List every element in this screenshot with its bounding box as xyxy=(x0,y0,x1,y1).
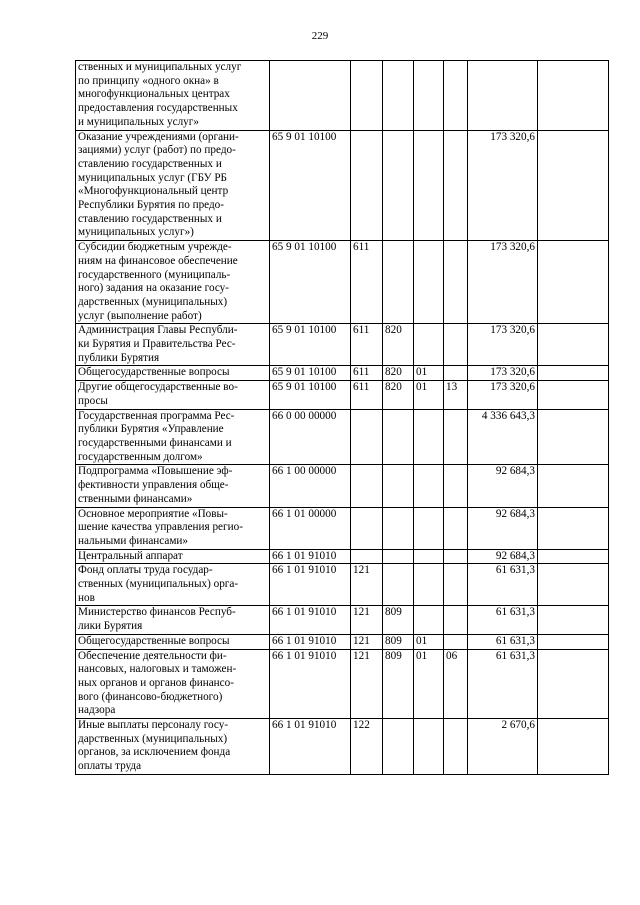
amount-cell: 92 684,3 xyxy=(468,549,538,564)
section-cell: 01 xyxy=(414,649,444,719)
section-cell xyxy=(414,507,444,549)
section-cell xyxy=(414,606,444,634)
target-article-cell: 65 9 01 10100 xyxy=(270,381,351,409)
target-article-cell: 65 9 01 10100 xyxy=(270,130,351,241)
item-name-line: публики Бурятия xyxy=(78,351,160,364)
item-name-line: просы xyxy=(78,394,108,407)
item-name-cell xyxy=(76,465,270,507)
item-name-line: Администрация Главы Республи- xyxy=(78,324,238,337)
item-name-cell xyxy=(76,130,270,241)
item-name-line: многофункциональных центрах xyxy=(78,88,230,101)
item-name-line: ственных и муниципальных услуг xyxy=(78,61,242,73)
item-name-line: государственным долгом» xyxy=(78,450,203,463)
extra-amount-cell xyxy=(538,507,609,549)
item-name-line: зациями) услуг (работ) по предо- xyxy=(78,144,236,157)
item-name-cell xyxy=(76,564,270,606)
item-name-line: Республики Бурятия по предо- xyxy=(78,199,225,212)
section-cell xyxy=(414,719,444,775)
subsection-cell xyxy=(444,564,468,606)
table-row xyxy=(76,381,609,409)
ministry-code-cell: 809 xyxy=(383,649,414,719)
section-cell xyxy=(414,549,444,564)
amount-cell: 92 684,3 xyxy=(468,465,538,507)
item-name-line: публики Бурятия «Управление xyxy=(78,423,224,436)
expense-type-cell xyxy=(351,465,383,507)
table-row xyxy=(76,719,609,775)
target-article-cell: 65 9 01 10100 xyxy=(270,241,351,324)
subsection-cell xyxy=(444,366,468,381)
subsection-cell: 06 xyxy=(444,649,468,719)
budget-table xyxy=(75,60,609,775)
item-name-line: ставлению государственных и xyxy=(78,212,222,225)
item-name-line: надзора xyxy=(78,704,116,717)
table-row xyxy=(76,649,609,719)
amount-cell: 173 320,6 xyxy=(468,324,538,366)
table-row xyxy=(76,465,609,507)
amount-cell: 4 336 643,3 xyxy=(468,409,538,465)
item-name-line: дарственных (муниципальных) xyxy=(78,295,228,308)
amount-cell: 61 631,3 xyxy=(468,634,538,649)
subsection-cell xyxy=(444,324,468,366)
item-name-cell xyxy=(76,719,270,775)
section-cell xyxy=(414,61,444,131)
item-name-cell xyxy=(76,507,270,549)
table-row xyxy=(76,366,609,381)
ministry-code-cell: 809 xyxy=(383,606,414,634)
subsection-cell: 13 xyxy=(444,381,468,409)
item-name-line: Министерство финансов Респуб- xyxy=(78,606,236,619)
subsection-cell xyxy=(444,606,468,634)
extra-amount-cell xyxy=(538,634,609,649)
target-article-cell: 66 0 00 00000 xyxy=(270,409,351,465)
expense-type-cell: 611 xyxy=(351,241,383,324)
subsection-cell xyxy=(444,634,468,649)
amount-cell: 61 631,3 xyxy=(468,606,538,634)
subsection-cell xyxy=(444,465,468,507)
item-name-line: ного) задания на оказание госу- xyxy=(78,282,229,295)
amount-cell: 173 320,6 xyxy=(468,381,538,409)
subsection-cell xyxy=(444,61,468,131)
table-row xyxy=(76,130,609,241)
item-name-line: Подпрограмма «Повышение эф- xyxy=(78,465,233,478)
subsection-cell xyxy=(444,507,468,549)
section-cell xyxy=(414,241,444,324)
extra-amount-cell xyxy=(538,549,609,564)
item-name-cell xyxy=(76,649,270,719)
item-name-line: государственными финансами и xyxy=(78,436,232,449)
ministry-code-cell xyxy=(383,409,414,465)
item-name-line: нов xyxy=(78,591,95,604)
item-name-line: оплаты труда xyxy=(78,760,142,773)
amount-cell: 61 631,3 xyxy=(468,564,538,606)
ministry-code-cell: 820 xyxy=(383,366,414,381)
page-number: 229 xyxy=(311,30,329,42)
item-name-line: Оказание учреждениями (органи- xyxy=(78,130,239,143)
expense-type-cell xyxy=(351,130,383,241)
ministry-code-cell: 820 xyxy=(383,381,414,409)
extra-amount-cell xyxy=(538,465,609,507)
expense-type-cell: 122 xyxy=(351,719,383,775)
subsection-cell xyxy=(444,409,468,465)
target-article-cell xyxy=(270,61,351,131)
target-article-cell: 66 1 01 91010 xyxy=(270,549,351,564)
item-name-line: Другие общегосударственные во- xyxy=(78,381,238,394)
target-article-cell: 66 1 01 91010 xyxy=(270,719,351,775)
table-row xyxy=(76,241,609,324)
expense-type-cell: 121 xyxy=(351,606,383,634)
item-name-line: Государственная программа Рес- xyxy=(78,409,235,422)
item-name-cell xyxy=(76,324,270,366)
extra-amount-cell xyxy=(538,366,609,381)
extra-amount-cell xyxy=(538,130,609,241)
expense-type-cell: 611 xyxy=(351,324,383,366)
target-article-cell: 65 9 01 10100 xyxy=(270,366,351,381)
item-name-cell xyxy=(76,549,270,564)
target-article-cell: 66 1 00 00000 xyxy=(270,465,351,507)
item-name-line: Общегосударственные вопросы xyxy=(78,634,230,647)
item-name-cell xyxy=(76,366,270,381)
ministry-code-cell xyxy=(383,61,414,131)
amount-cell: 2 670,6 xyxy=(468,719,538,775)
item-name-line: дарственных (муниципальных) xyxy=(78,732,228,745)
ministry-code-cell xyxy=(383,564,414,606)
section-cell: 01 xyxy=(414,634,444,649)
item-name-cell xyxy=(76,241,270,324)
item-name-line: Субсидии бюджетным учрежде- xyxy=(78,241,232,254)
item-name-line: по принципу «одного окна» в xyxy=(78,74,219,87)
expense-type-cell: 611 xyxy=(351,366,383,381)
extra-amount-cell xyxy=(538,61,609,131)
amount-cell: 61 631,3 xyxy=(468,649,538,719)
table-row xyxy=(76,507,609,549)
item-name-cell xyxy=(76,409,270,465)
table-row xyxy=(76,61,609,131)
item-name-line: ки Бурятия и Правительства Рес- xyxy=(78,338,236,351)
table-row xyxy=(76,409,609,465)
extra-amount-cell xyxy=(538,409,609,465)
item-name-line: муниципальных услуг (ГБУ РБ xyxy=(78,171,227,184)
section-cell: 01 xyxy=(414,381,444,409)
subsection-cell xyxy=(444,549,468,564)
item-name-line: ниям на финансовое обеспечение xyxy=(78,254,238,267)
section-cell xyxy=(414,130,444,241)
amount-cell: 92 684,3 xyxy=(468,507,538,549)
item-name-line: государственного (муниципаль- xyxy=(78,268,231,281)
amount-cell: 173 320,6 xyxy=(468,130,538,241)
target-article-cell: 66 1 01 91010 xyxy=(270,564,351,606)
table-row xyxy=(76,606,609,634)
item-name-cell xyxy=(76,634,270,649)
item-name-line: ных органов и органов финансо- xyxy=(78,676,234,689)
item-name-line: шение качества управления регио- xyxy=(78,521,243,534)
table-row xyxy=(76,324,609,366)
item-name-line: ственных (муниципальных) орга- xyxy=(78,578,239,591)
extra-amount-cell xyxy=(538,649,609,719)
expense-type-cell xyxy=(351,61,383,131)
item-name-line: нальными финансами» xyxy=(78,534,189,547)
extra-amount-cell xyxy=(538,381,609,409)
extra-amount-cell xyxy=(538,606,609,634)
item-name-line: Иные выплаты персоналу госу- xyxy=(78,719,229,732)
expense-type-cell: 121 xyxy=(351,649,383,719)
table-row xyxy=(76,564,609,606)
ministry-code-cell xyxy=(383,507,414,549)
expense-type-cell xyxy=(351,507,383,549)
extra-amount-cell xyxy=(538,564,609,606)
expense-type-cell xyxy=(351,409,383,465)
item-name-line: лики Бурятия xyxy=(78,620,143,633)
item-name-line: и муниципальных услуг» xyxy=(78,115,199,128)
amount-cell xyxy=(468,61,538,131)
expense-type-cell: 121 xyxy=(351,564,383,606)
ministry-code-cell xyxy=(383,719,414,775)
target-article-cell: 66 1 01 00000 xyxy=(270,507,351,549)
item-name-line: Фонд оплаты труда государ- xyxy=(78,564,213,577)
table-row xyxy=(76,634,609,649)
subsection-cell xyxy=(444,130,468,241)
target-article-cell: 66 1 01 91010 xyxy=(270,649,351,719)
subsection-cell xyxy=(444,241,468,324)
section-cell xyxy=(414,564,444,606)
item-name-cell xyxy=(76,61,270,131)
amount-cell: 173 320,6 xyxy=(468,366,538,381)
target-article-cell: 65 9 01 10100 xyxy=(270,324,351,366)
extra-amount-cell xyxy=(538,241,609,324)
ministry-code-cell xyxy=(383,465,414,507)
item-name-line: ставлению государственных и xyxy=(78,157,222,170)
item-name-line: Общегосударственные вопросы xyxy=(78,366,230,379)
item-name-line: Центральный аппарат xyxy=(78,549,183,562)
item-name-line: нансовых, налоговых и таможен- xyxy=(78,663,237,676)
ministry-code-cell: 820 xyxy=(383,324,414,366)
section-cell: 01 xyxy=(414,366,444,381)
item-name-line: ственными финансами» xyxy=(78,492,193,505)
ministry-code-cell xyxy=(383,549,414,564)
target-article-cell: 66 1 01 91010 xyxy=(270,634,351,649)
item-name-cell xyxy=(76,381,270,409)
expense-type-cell xyxy=(351,549,383,564)
item-name-line: услуг (выполнение работ) xyxy=(78,309,202,322)
item-name-line: вого (финансово-бюджетного) xyxy=(78,690,223,703)
ministry-code-cell xyxy=(383,241,414,324)
item-name-line: Основное мероприятие «Повы- xyxy=(78,507,228,520)
expense-type-cell: 121 xyxy=(351,634,383,649)
item-name-line: органов, за исключением фонда xyxy=(78,746,231,759)
item-name-line: «Многофункциональный центр xyxy=(78,185,229,198)
expense-type-cell: 611 xyxy=(351,381,383,409)
target-article-cell: 66 1 01 91010 xyxy=(270,606,351,634)
item-name-line: муниципальных услуг») xyxy=(78,226,194,239)
amount-cell: 173 320,6 xyxy=(468,241,538,324)
subsection-cell xyxy=(444,719,468,775)
ministry-code-cell xyxy=(383,130,414,241)
section-cell xyxy=(414,465,444,507)
item-name-line: Обеспечение деятельности фи- xyxy=(78,649,227,662)
table-row xyxy=(76,549,609,564)
extra-amount-cell xyxy=(538,719,609,775)
item-name-cell xyxy=(76,606,270,634)
extra-amount-cell xyxy=(538,324,609,366)
item-name-line: фективности управления обще- xyxy=(78,479,229,492)
section-cell xyxy=(414,324,444,366)
ministry-code-cell: 809 xyxy=(383,634,414,649)
section-cell xyxy=(414,409,444,465)
item-name-line: предоставления государственных xyxy=(78,102,238,115)
